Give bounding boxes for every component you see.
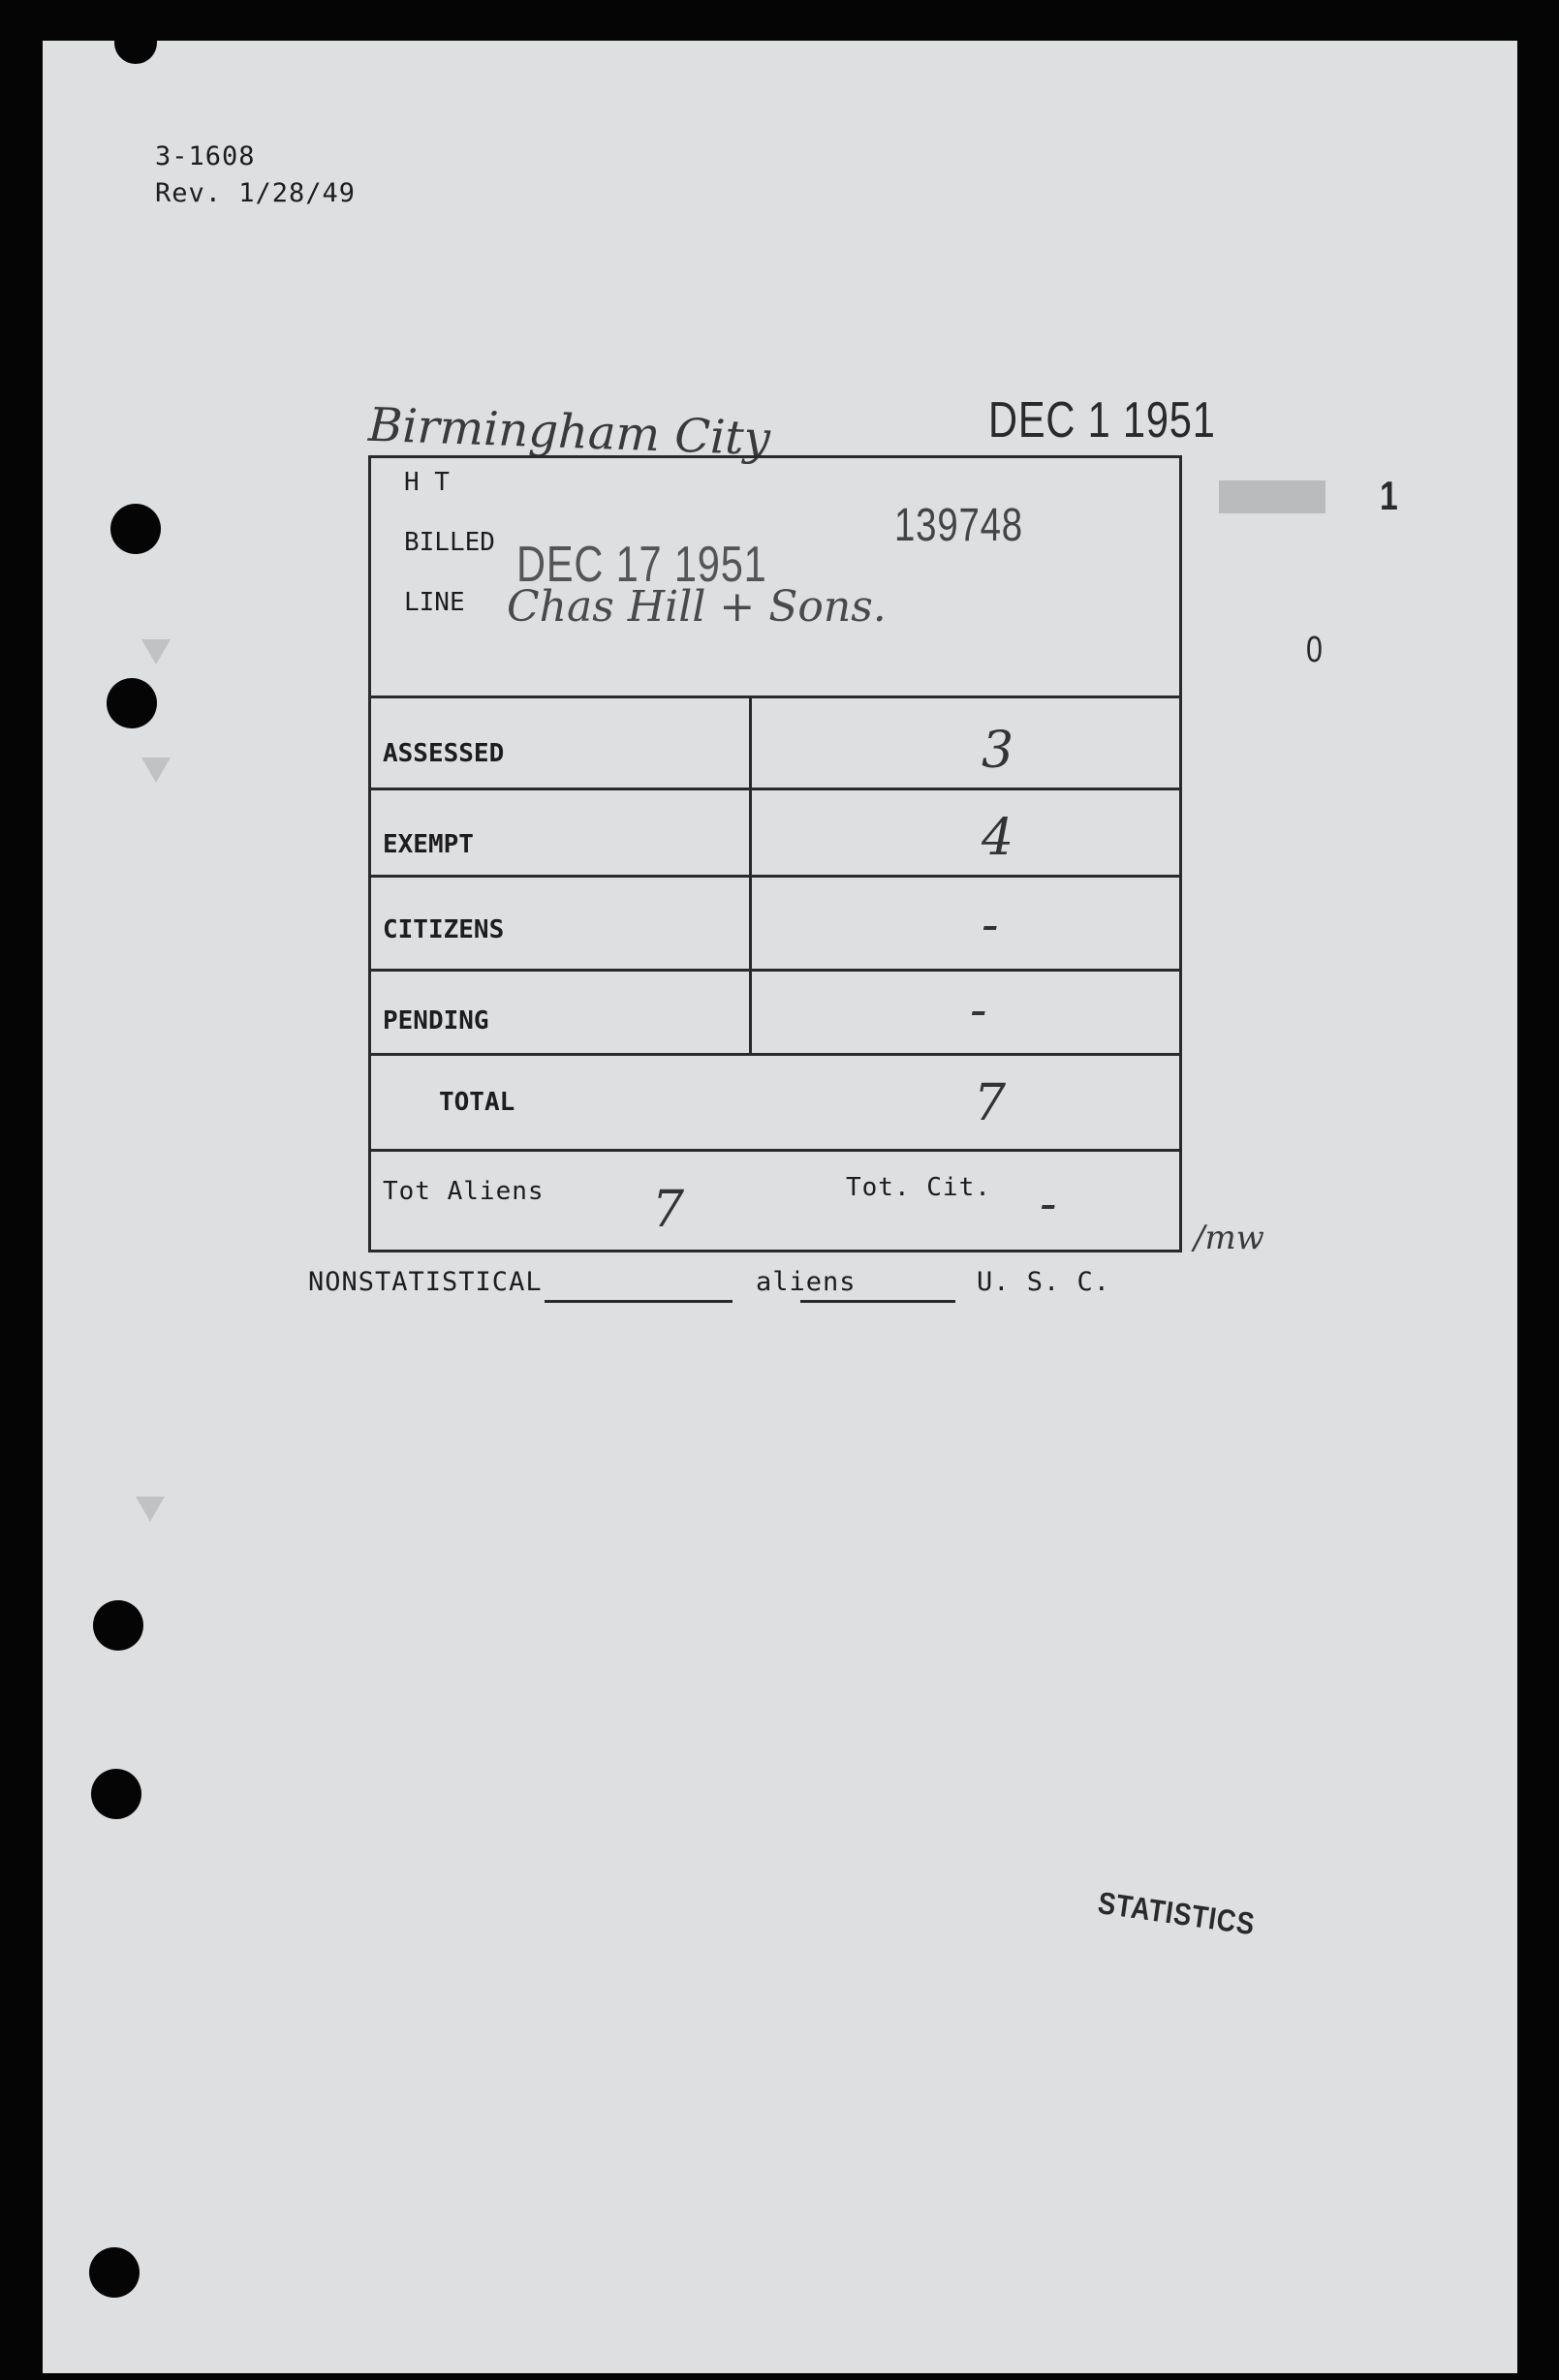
line-label: LINE: [404, 588, 465, 617]
form-revision: Rev. 1/28/49: [155, 178, 357, 208]
punch-hole: [93, 1600, 143, 1651]
punch-hole: [107, 678, 157, 728]
usc-label: U. S. C.: [977, 1267, 1111, 1297]
ht-label: H T: [404, 468, 450, 497]
divider: [371, 695, 1179, 698]
tot-cit-label: Tot. Cit.: [846, 1173, 991, 1202]
total-label: TOTAL: [439, 1088, 515, 1117]
billed-date-stamp: DEC 17 1951: [516, 537, 767, 593]
row-label-assessed: ASSESSED: [383, 739, 505, 768]
serial-number: 139748: [894, 500, 1023, 551]
punch-hole: [89, 2247, 140, 2298]
divider: [371, 875, 1179, 878]
row-label-citizens: CITIZENS: [383, 915, 505, 944]
side-mark: 0: [1306, 630, 1324, 670]
divider: [371, 788, 1179, 790]
tot-aliens-label: Tot Aliens: [383, 1177, 545, 1206]
initials: /mw: [1194, 1219, 1264, 1257]
aliens-blank: [800, 1300, 955, 1303]
assessment-table: [368, 455, 1182, 1252]
divider: [371, 1053, 1179, 1056]
aliens-label: aliens: [756, 1267, 857, 1297]
nonstatistical-blank: [545, 1300, 733, 1303]
side-stamp: 1: [1380, 473, 1399, 518]
billed-label: BILLED: [404, 528, 495, 557]
total-value: 7: [974, 1074, 1007, 1132]
punch-hole: [110, 504, 161, 554]
punch-hole: [114, 21, 157, 64]
punch-hole: [91, 1769, 141, 1819]
row-value-assessed: 3: [982, 722, 1014, 780]
tot-aliens-value: 7: [652, 1181, 685, 1239]
row-value-exempt: 4: [982, 809, 1014, 867]
form-number: 3-1608: [155, 141, 256, 171]
row-label-exempt: EXEMPT: [383, 830, 474, 859]
divider: [371, 1149, 1179, 1152]
row-value-pending: -: [970, 981, 987, 1039]
column-divider: [749, 695, 752, 1053]
row-value-citizens: -: [982, 896, 999, 954]
city-name: Birmingham City: [367, 397, 771, 467]
line-value: Chas Hill + Sons.: [507, 582, 887, 632]
divider: [371, 969, 1179, 972]
row-label-pending: PENDING: [383, 1006, 489, 1035]
smudged-stamp: [1219, 480, 1325, 513]
statistics-stamp: STATISTICS: [1095, 1885, 1258, 1942]
nonstatistical-label: NONSTATISTICAL: [308, 1267, 543, 1297]
tot-cit-value: -: [1040, 1175, 1057, 1233]
date-stamp: DEC 1 1951: [988, 392, 1216, 448]
